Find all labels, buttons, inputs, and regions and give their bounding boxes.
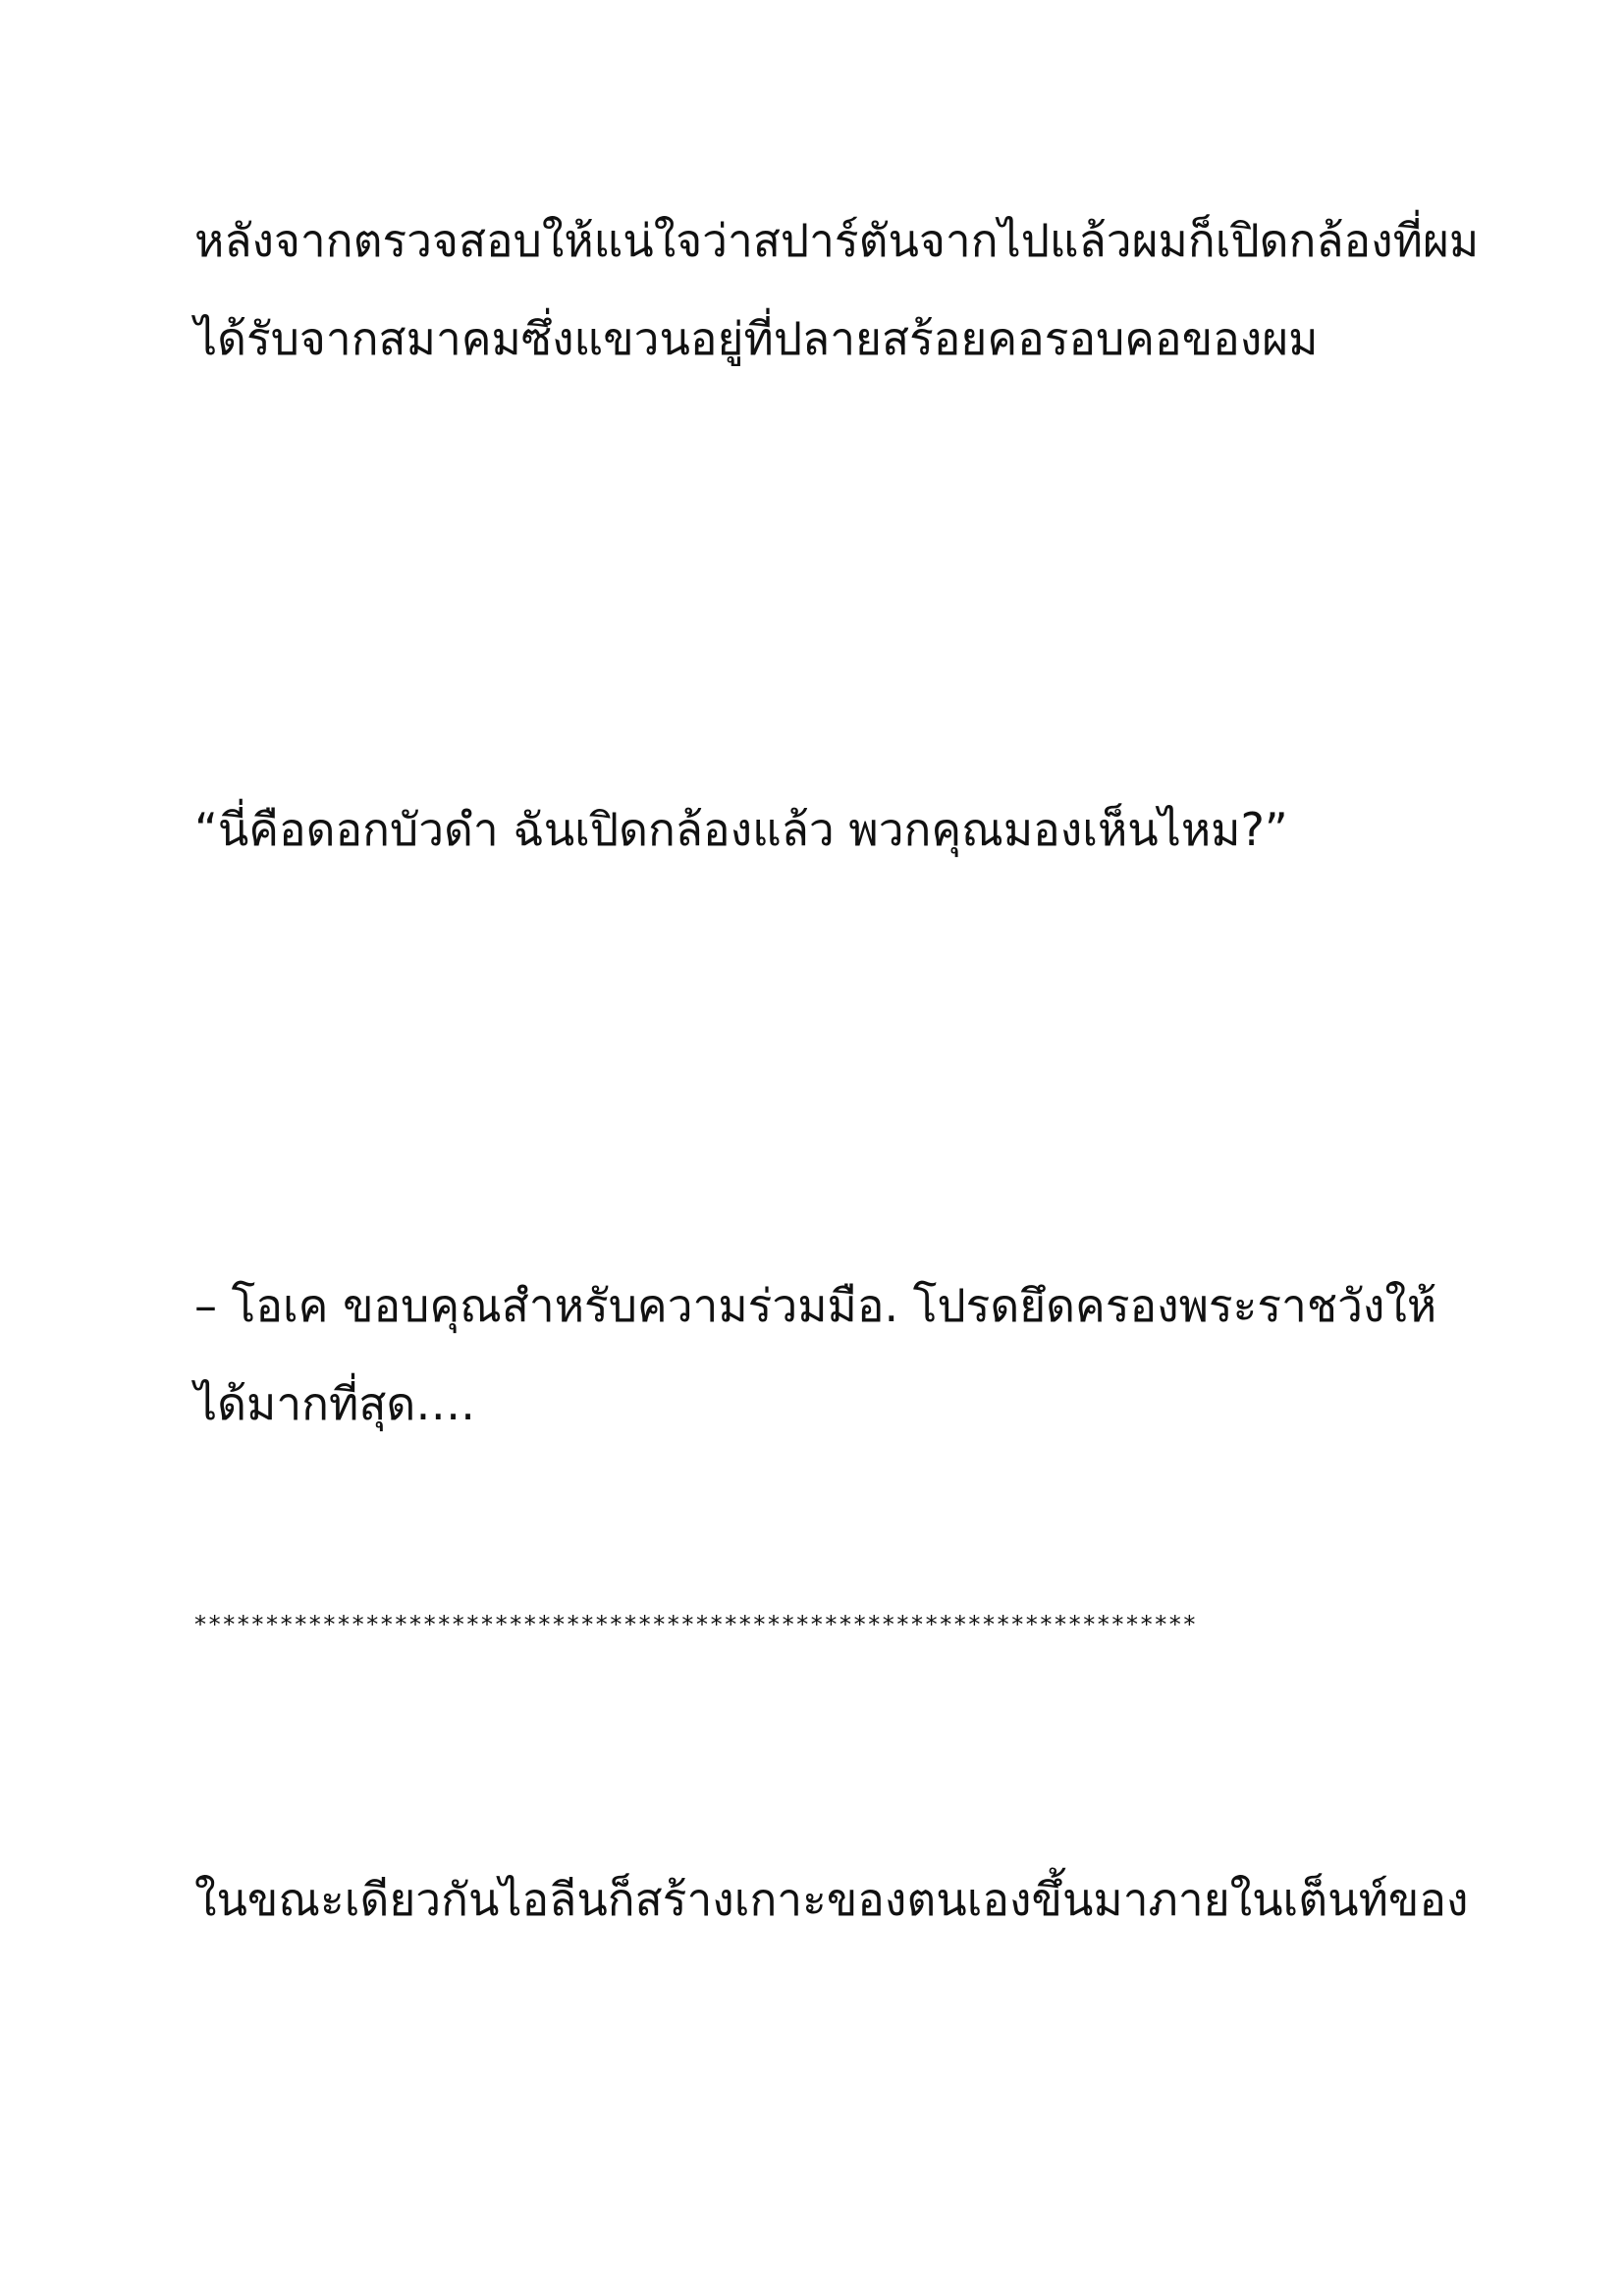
scene-break-separator bbox=[194, 1605, 1451, 1644]
text-line: ได้มากที่สุด…. bbox=[194, 1377, 475, 1430]
separator-line: ********************************************************************** bbox=[194, 1611, 1198, 1638]
text-line: – โอเค ขอบคุณสำหรับความร่วมมือ. โปรดยึดครองพระราชวังให้ bbox=[194, 1279, 1437, 1332]
text-line: ได้รับจากสมาคมซึ่งแขวนอยู่ที่ปลายสร้อยคอรอบคอของผม bbox=[194, 312, 1319, 365]
paragraph-dialogue-reply bbox=[194, 1256, 1451, 1453]
text-line: ในขณะเดียวกันไอลีนก็สร้างเกาะของตนเองขึ้นมาภายในเต็นท์ของ bbox=[194, 1873, 1469, 1926]
text-line: หลังจากตรวจสอบให้แน่ใจว่าสปาร์ตันจากไปแล้วผมก็เปิดกล้องที่ผม bbox=[194, 214, 1480, 267]
text-line: “นี่คือดอกบัวดำ ฉันเปิดกล้องแล้ว พวกคุณมองเห็นไหม?” bbox=[194, 803, 1288, 856]
paragraph-dialogue-black-lotus bbox=[194, 780, 1451, 879]
paragraph-camera-opened bbox=[194, 191, 1480, 388]
paragraph-ailin-island bbox=[194, 1850, 1469, 1949]
